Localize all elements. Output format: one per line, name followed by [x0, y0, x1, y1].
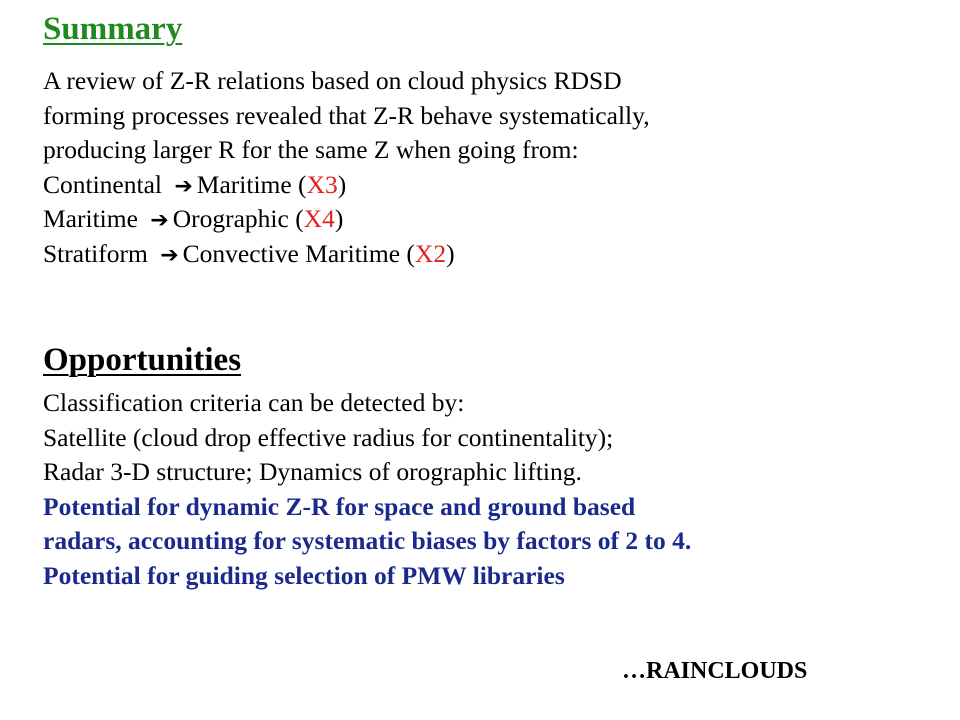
transition-close: ) [446, 238, 455, 268]
transition-factor: X3 [306, 169, 338, 199]
transition-from: Continental [43, 169, 162, 199]
summary-heading: Summary [43, 11, 183, 47]
potential-line: Potential for guiding selection of PMW libraries [43, 560, 565, 590]
transition-factor: X2 [414, 238, 447, 268]
transition-to: Convective Maritime ( [182, 238, 415, 268]
transition-line-stratiform-convective [43, 237, 650, 272]
transition-line-continental-maritime [43, 168, 650, 203]
summary-intro-line: A review of Z-R relations based on cloud physics RDSD [43, 66, 622, 95]
transition-to: Maritime ( [196, 169, 307, 199]
right-arrow-icon: ➔ [174, 173, 193, 199]
transition-close: ) [337, 169, 347, 199]
transition-close: ) [334, 204, 344, 233]
potential-line: radars, accounting for systematic biases by factors of 2 to 4. [43, 526, 692, 555]
summary-intro-line: forming processes revealed that Z-R behave systematically, [43, 100, 650, 130]
potential-line: Potential for dynamic Z-R for space and ground based [43, 491, 636, 521]
transition-line-maritime-orographic [43, 202, 650, 237]
transition-from: Maritime [43, 204, 138, 233]
transition-to: Orographic ( [172, 204, 304, 233]
opportunities-text-block [43, 386, 691, 593]
summary-intro-line: producing larger R for the same Z when going from: [43, 135, 579, 164]
right-arrow-icon: ➔ [150, 208, 169, 233]
transition-factor: X4 [303, 204, 335, 233]
opportunities-line: Classification criteria can be detected by: [43, 388, 465, 417]
footer-rainclouds: …RAINCLOUDS [622, 658, 808, 684]
right-arrow-icon: ➔ [160, 242, 179, 268]
summary-text-block [43, 64, 650, 271]
opportunities-line: Satellite (cloud drop effective radius for continentality); [43, 422, 614, 452]
opportunities-heading: Opportunities [43, 342, 242, 378]
opportunities-line: Radar 3-D structure; Dynamics of orographic lifting. [43, 457, 582, 486]
transition-from: Stratiform [43, 238, 148, 268]
